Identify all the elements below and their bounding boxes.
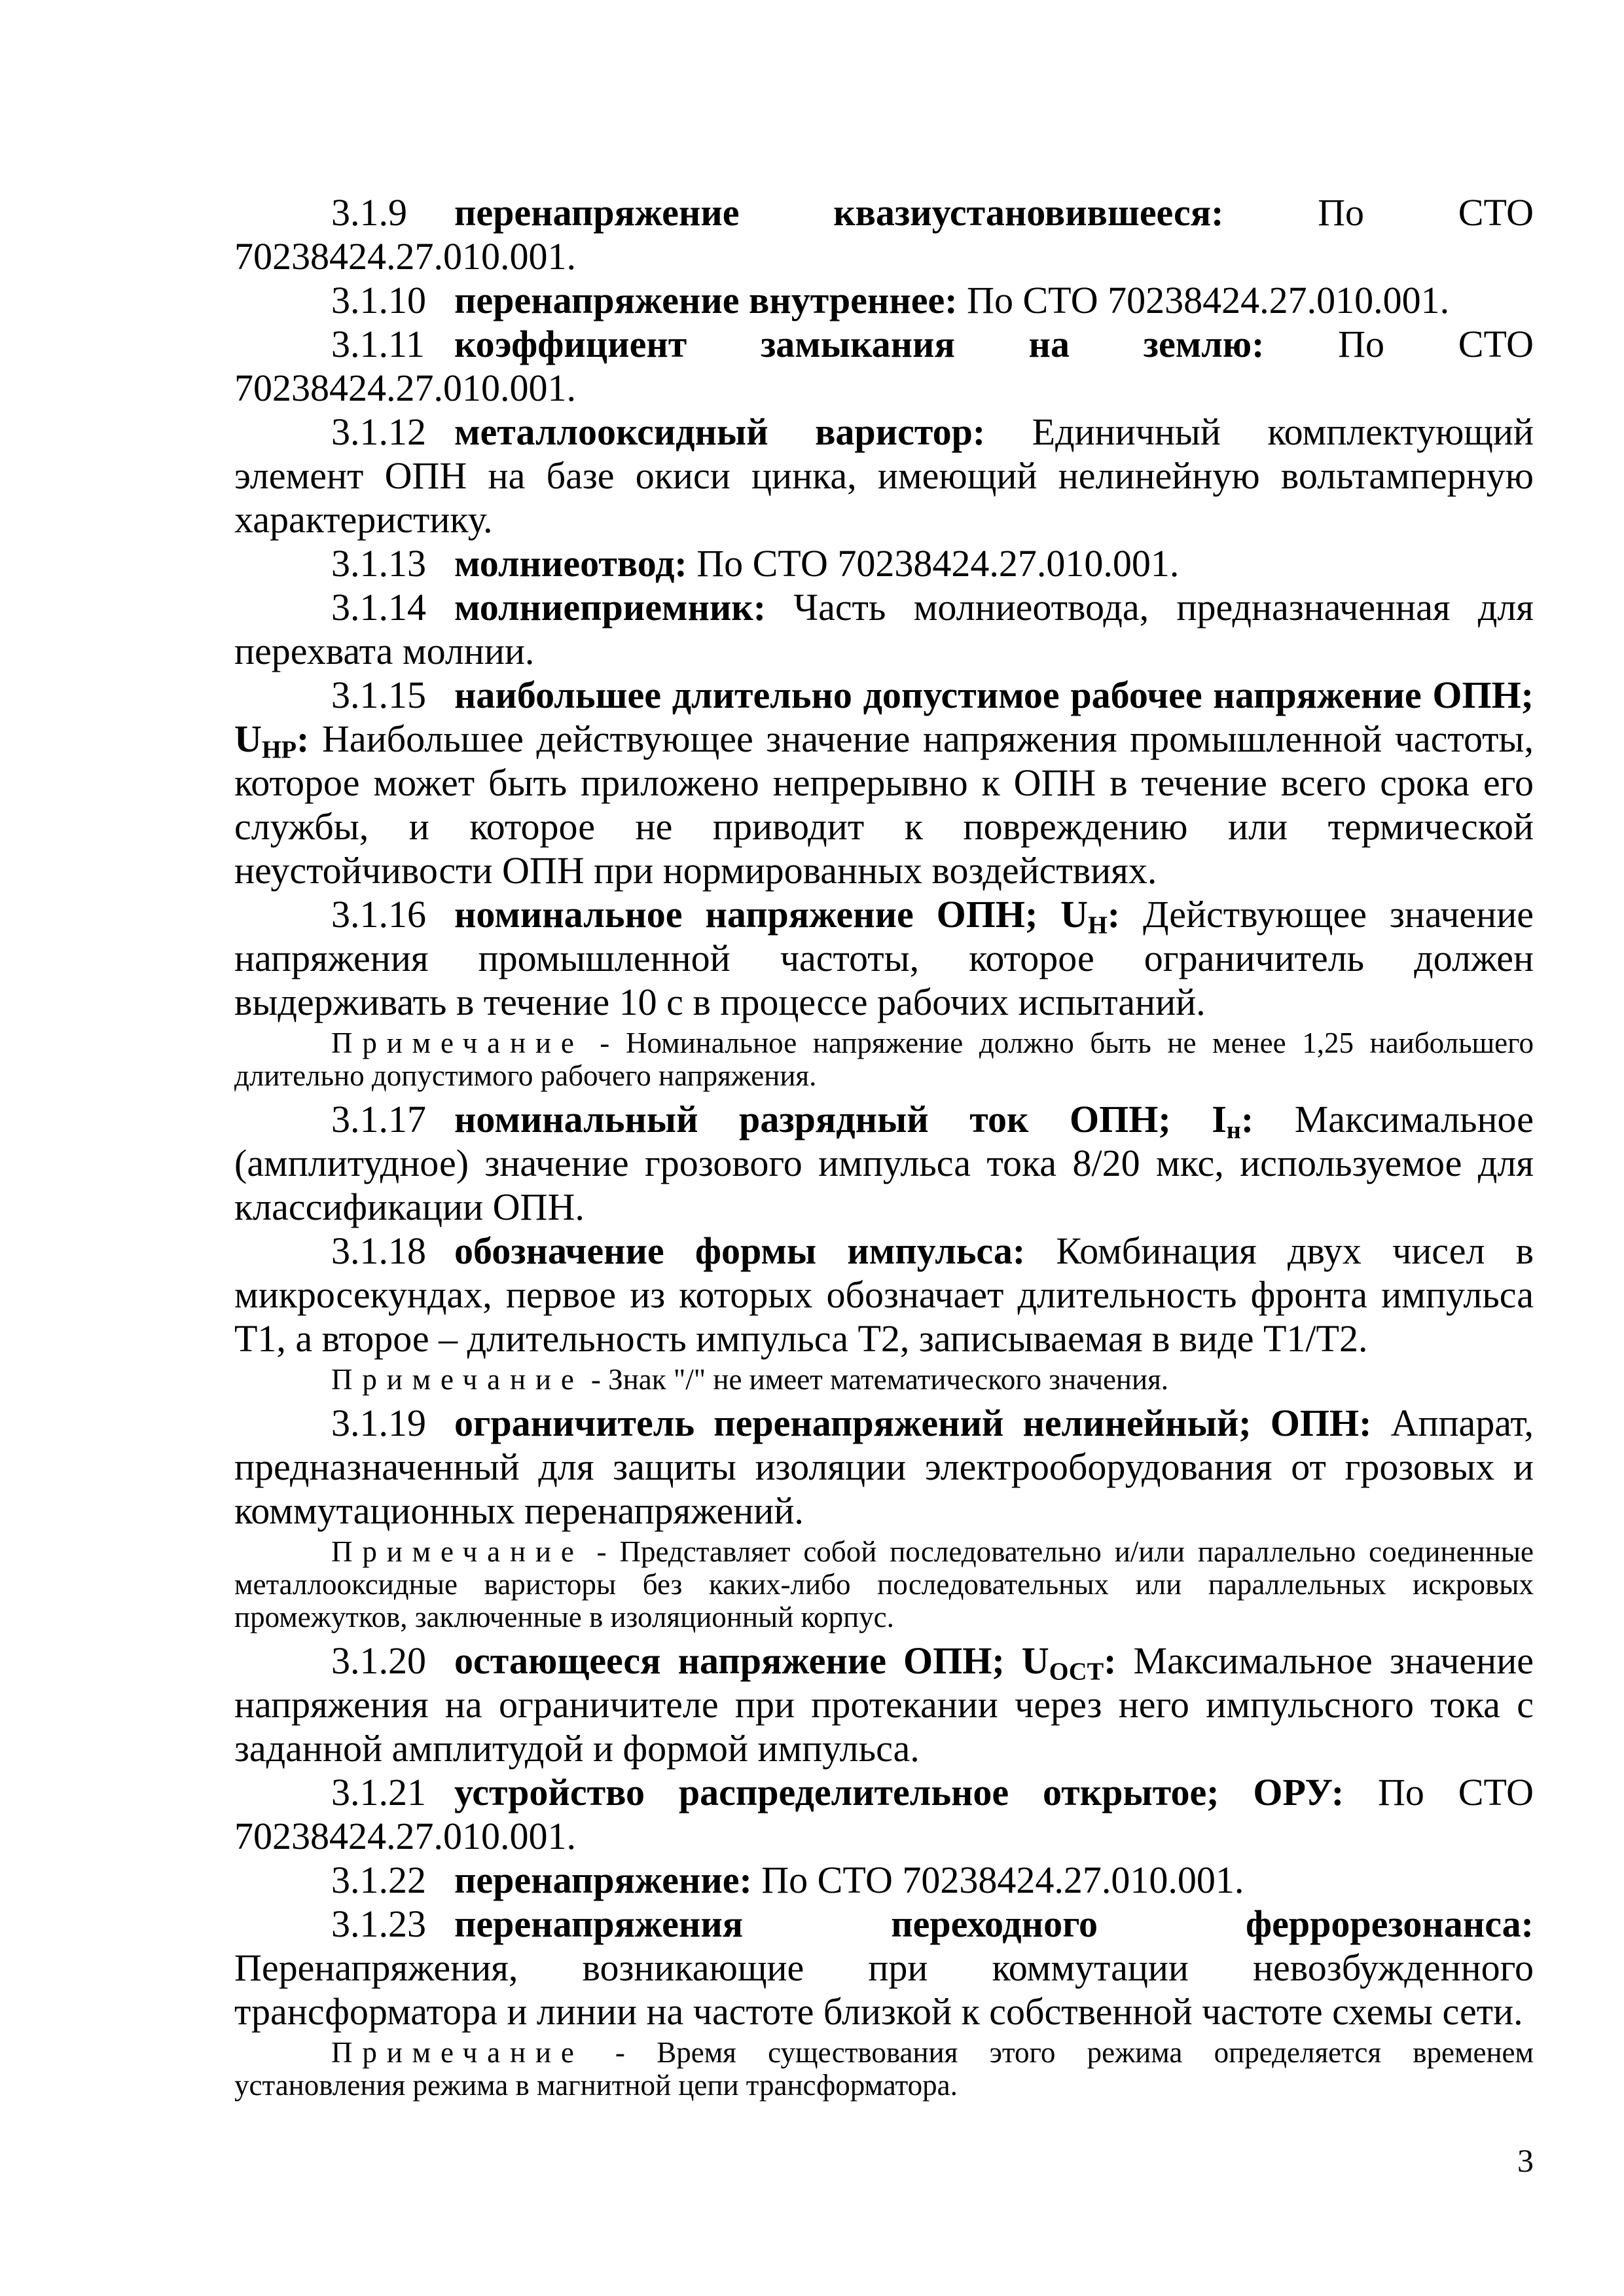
term-definition: Часть молниеотвода, предназначенная для перехвата молнии. xyxy=(234,586,1534,672)
term-name-text: наибольшее длительно допустимое рабочее напряжение ОПН; U xyxy=(234,674,1534,760)
term-definition: Единичный комплектующий элемент ОПН на базе окиси цинка, имеющий нелинейную вольтамперную характеристику. xyxy=(234,410,1534,541)
term-number: 3.1.16 xyxy=(331,893,426,936)
term-entry xyxy=(234,191,1534,278)
term-definition: По СТО 70238424.27.010.001. xyxy=(234,1771,1534,1857)
term-definition: Максимальное значение напряжения на ограничителе при протекании через него импульсного тока с заданной амплитудой и формой импульса. xyxy=(234,1639,1534,1770)
term-name xyxy=(454,410,985,453)
term-name xyxy=(454,586,766,629)
term-name-text: молниеприемник: xyxy=(454,586,767,629)
term-number: 3.1.11 xyxy=(331,323,425,365)
term-definition: Наибольшее действующее значение напряжения промышленной частоты, которое может быть приложено непрерывно к ОПН в течение всего срока его службы, и которое не приводит к повреждению или термической неустойчивости ОПН при нормированных воздействиях. xyxy=(234,718,1534,892)
term-name-end: : xyxy=(297,718,310,760)
term-definition: Аппарат, предназначенный для защиты изоляции электрооборудования от грозовых и коммутационных перенапряжений. xyxy=(234,1402,1534,1532)
term-note: Примечание - Время существования этого режима определяется временем установления режима в магнитной цепи трансформатора. xyxy=(234,2036,1534,2102)
term-number: 3.1.23 xyxy=(331,1903,426,1945)
term-number: 3.1.13 xyxy=(331,542,426,585)
term-subscript: Н xyxy=(1088,911,1108,939)
term-definition: По СТО 70238424.27.010.001. xyxy=(696,542,1180,585)
terms-list xyxy=(234,191,1534,2107)
term-name xyxy=(454,1859,752,1901)
term-name-end: : xyxy=(1104,1639,1117,1682)
term-entry xyxy=(234,1858,1534,1902)
term-definition: По СТО 70238424.27.010.001. xyxy=(967,279,1450,321)
note-text: Номинальное напряжение должно быть не менее 1,25 наибольшего длительно допустимого рабочего напряжения. xyxy=(234,1027,1534,1092)
term-name-text: номинальный разрядный ток ОПН; I xyxy=(454,1098,1227,1140)
note-label: Примечание xyxy=(331,1363,584,1396)
term-name-text: коэффициент замыкания на землю: xyxy=(454,323,1265,365)
term-definition: Максимальное (амплитудное) значение грозового импульса тока 8/20 мкс, используемое для классификации ОПН. xyxy=(234,1098,1534,1228)
term-name-text: устройство распределительное открытое; ОРУ: xyxy=(454,1771,1344,1813)
term-name-text: перенапряжение: xyxy=(454,1859,752,1901)
term-name-text: металлооксидный варистор: xyxy=(454,410,986,453)
term-name-text: остающееся напряжение ОПН; U xyxy=(454,1639,1049,1682)
term-name xyxy=(454,1639,1117,1686)
term-number: 3.1.18 xyxy=(331,1230,426,1272)
term-entry xyxy=(234,322,1534,410)
term-definition: Действующее значение напряжения промышленной частоты, которое ограничитель должен выдерживать в течение 10 с в процессе рабочих испытаний. xyxy=(234,893,1534,1023)
note-text: Время существования этого режима определяется временем установления режима в магнитной цепи трансформатора. xyxy=(234,2036,1534,2102)
term-entry xyxy=(234,1097,1534,1229)
term-name-text: ограничитель перенапряжений нелинейный; ОПН: xyxy=(454,1402,1372,1444)
term-name xyxy=(454,1903,1534,1945)
term-entry xyxy=(234,1902,1534,2033)
term-definition: По СТО 70238424.27.010.001. xyxy=(234,323,1534,409)
term-name xyxy=(454,191,1223,234)
term-name xyxy=(454,1230,1025,1272)
term-name-end: : xyxy=(1240,1098,1254,1140)
term-entry xyxy=(234,1229,1534,1360)
term-name xyxy=(454,279,958,321)
note-label: Примечание xyxy=(331,1027,584,1059)
term-number: 3.1.15 xyxy=(331,674,426,716)
page-number: 3 xyxy=(1517,2142,1534,2179)
term-name-text: перенапряжение квазиустановившееся: xyxy=(454,191,1224,234)
term-entry xyxy=(234,585,1534,673)
term-note: Примечание - Номинальное напряжение должно быть не менее 1,25 наибольшего длительно допустимого рабочего напряжения. xyxy=(234,1027,1534,1092)
note-text: Знак "/" не имеет математического значения. xyxy=(608,1363,1169,1396)
term-name-text: молниеотвод: xyxy=(454,542,687,585)
term-name-text: перенапряжения переходного феррорезонанса: xyxy=(454,1903,1534,1945)
term-entry xyxy=(234,278,1534,322)
term-number: 3.1.9 xyxy=(331,191,407,234)
term-definition: По СТО 70238424.27.010.001. xyxy=(761,1859,1244,1901)
note-text: Представляет собой последовательно и/или параллельно соединенные металлооксидные варисторы без каких-либо последовательных или параллельных искровых промежутков, заключенные в изоляционный корпус. xyxy=(234,1535,1534,1633)
term-note: Примечание - Представляет собой последовательно и/или параллельно соединенные металлооксидные варисторы без каких-либо последовательных или параллельных искровых промежутков, заключенные в изоляционный корпус. xyxy=(234,1535,1534,1633)
term-name xyxy=(454,1402,1371,1444)
term-entry xyxy=(234,541,1534,585)
term-entry xyxy=(234,673,1534,892)
term-subscript: ОСТ xyxy=(1049,1658,1104,1686)
term-number: 3.1.19 xyxy=(331,1402,426,1444)
term-name xyxy=(454,542,687,585)
term-number: 3.1.20 xyxy=(331,1639,426,1682)
term-subscript: н xyxy=(1226,1116,1241,1144)
term-entry xyxy=(234,410,1534,541)
term-number: 3.1.10 xyxy=(331,279,426,321)
term-note: Примечание - Знак "/" не имеет математического значения. xyxy=(331,1363,1169,1396)
term-name xyxy=(454,1771,1344,1813)
term-definition: Комбинация двух чисел в микросекундах, первое из которых обозначает длительность фронта импульса Т1, а второе – длительность импульса Т2, записываемая в виде Т1/Т2. xyxy=(234,1230,1534,1360)
term-name xyxy=(454,1098,1254,1144)
term-name-text: перенапряжение внутреннее: xyxy=(454,279,958,321)
term-entry xyxy=(234,1639,1534,1770)
term-entry xyxy=(234,1770,1534,1858)
term-subscript: НР xyxy=(261,736,297,764)
note-label: Примечание xyxy=(331,1535,584,1568)
term-number: 3.1.17 xyxy=(331,1098,426,1140)
term-number: 3.1.22 xyxy=(331,1859,426,1901)
term-name-text: номинальное напряжение ОПН; U xyxy=(454,893,1089,936)
term-name xyxy=(454,323,1264,365)
term-definition: Перенапряжения, возникающие при коммутации невозбужденного трансформатора и линии на частоте близкой к собственной частоте схемы сети. xyxy=(234,1946,1534,2033)
term-definition: По СТО 70238424.27.010.001. xyxy=(234,191,1534,278)
term-name xyxy=(454,893,1121,939)
term-name-text: обозначение формы импульса: xyxy=(454,1230,1026,1272)
note-label: Примечание xyxy=(331,2036,584,2069)
term-name-end: : xyxy=(1107,893,1121,936)
term-number: 3.1.14 xyxy=(331,586,426,629)
term-number: 3.1.12 xyxy=(331,410,426,453)
term-entry xyxy=(234,1401,1534,1533)
term-entry xyxy=(234,892,1534,1024)
term-number: 3.1.21 xyxy=(331,1771,426,1813)
